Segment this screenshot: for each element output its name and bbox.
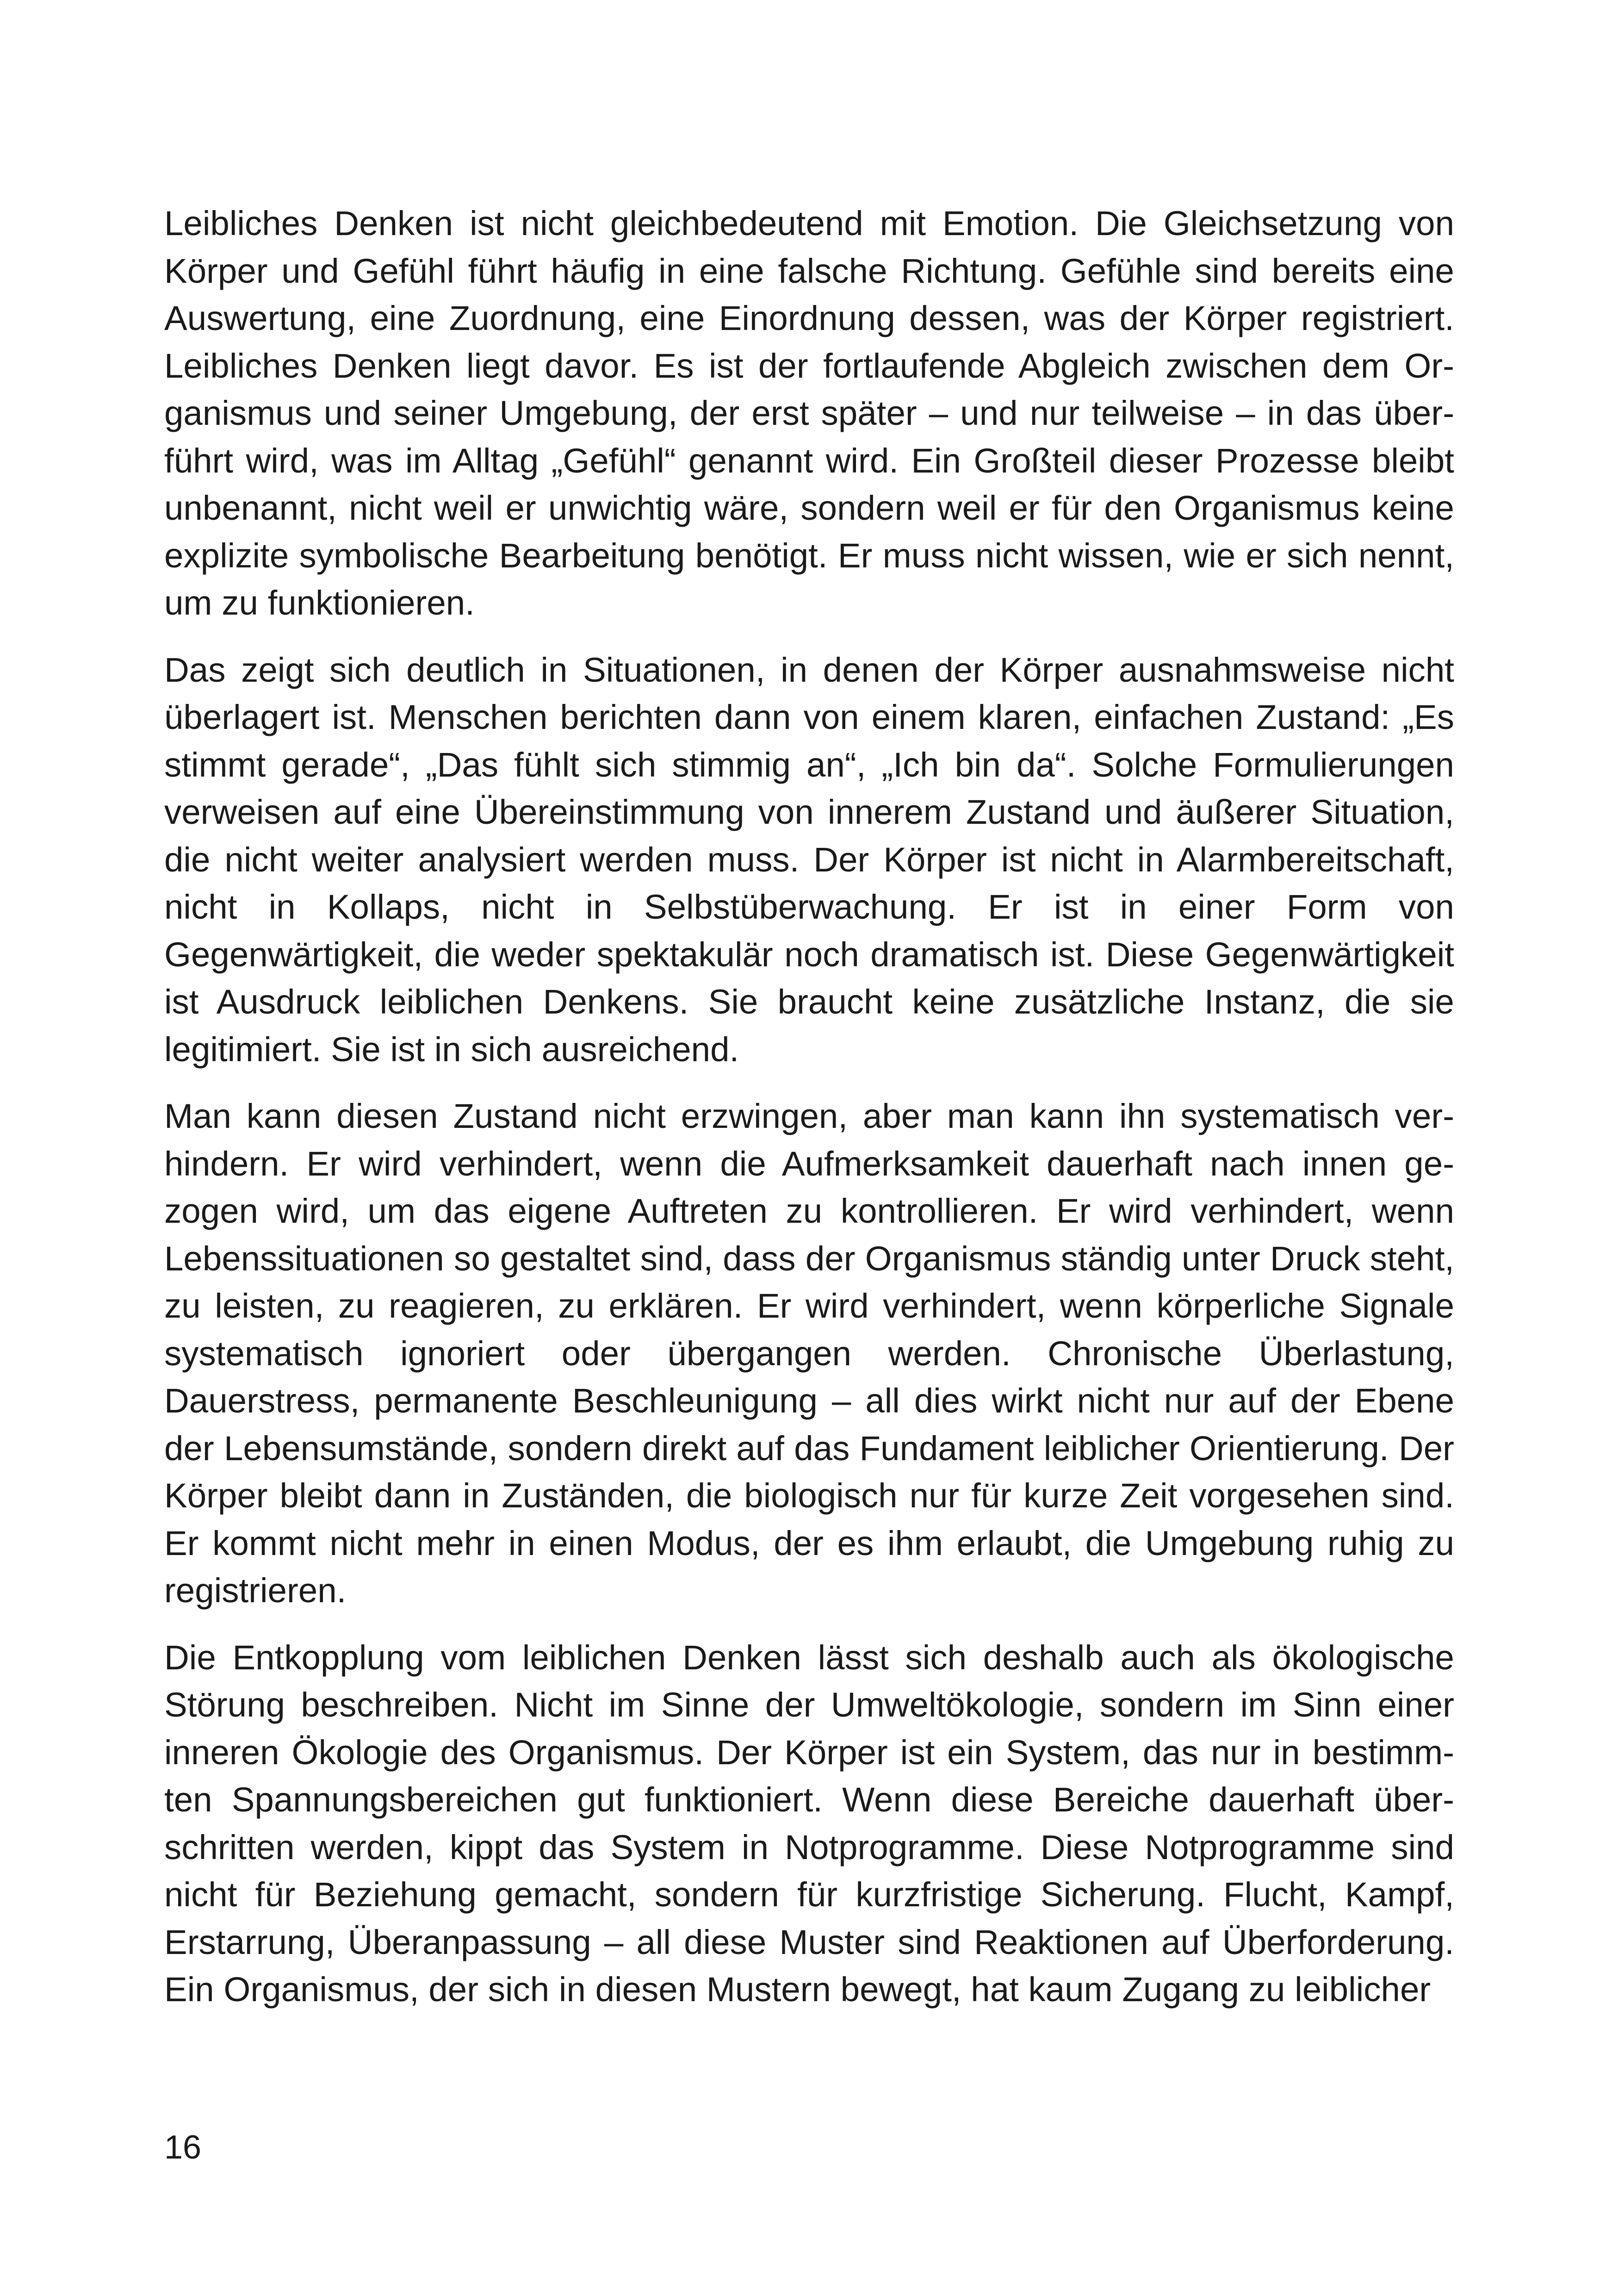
body-text — [164, 200, 1454, 2033]
paragraph-4: Die Entkopplung vom leiblichen Denken lässt sich deshalb auch als ökologische Störung beschreiben. Nicht im Sinne der Umweltökologie, sondern im Sinn einer inneren Ökologie des Organismus. Der Körper ist ein System, das nur in bestimmten Spannungsbereichen gut funktioniert. Wenn diese Bereiche dauerhaft überschritten werden, kippt das System in Notprogramme. Diese Notprogramme sind nicht für Beziehung gemacht, sondern für kurzfristige Sicherung. Flucht, Kampf, Erstarrung, Überanpassung – all diese Muster sind Reaktionen auf Überforderung. Ein Organismus, der sich in diesen Mustern bewegt, hat kaum Zugang zu leiblicher — [164, 1638, 1454, 2009]
paragraph-1: Leibliches Denken ist nicht gleichbedeutend mit Emotion. Die Gleichsetzung von Körper und Gefühl führt häufig in eine falsche Richtung. Gefühle sind bereits eine Auswertung, eine Zuordnung, eine Einordnung dessen, was der Körper registriert. Leibliches Denken liegt davor. Es ist der fortlaufende Abgleich zwischen dem Organismus und seiner Umgebung, der erst später – und nur teilweise – in das überführt wird, was im Alltag „Gefühl“ genannt wird. Ein Großteil dieser Prozesse bleibt unbenannt, nicht weil er unwichtig wäre, sondern weil er für den Organismus keine explizite symbolische Bearbeitung benötigt. Er muss nicht wissen, wie er sich nennt, um zu funktionieren. — [164, 204, 1454, 622]
paragraph-2: Das zeigt sich deutlich in Situationen, in denen der Körper ausnahmsweise nicht überlagert ist. Menschen berichten dann von einem klaren, einfachen Zustand: „Es stimmt gerade“, „Das fühlt sich stimmig an“, „Ich bin da“. Solche Formulierungen verweisen auf eine Übereinstimmung von innerem Zustand und äußerer Situation, die nicht weiter analysiert werden muss. Der Körper ist nicht in Alarmbereitschaft, nicht in Kollaps, nicht in Selbstüberwachung. Er ist in einer Form von Gegenwärtigkeit, die weder spektakulär noch dramatisch ist. Diese Gegenwärtigkeit ist Ausdruck leiblichen Denkens. Sie braucht keine zusätzliche Instanz, die sie legitimiert. Sie ist in sich ausreichend. — [164, 650, 1454, 1069]
page-number: 16 — [164, 2129, 202, 2166]
paragraph-3: Man kann diesen Zustand nicht erzwingen, aber man kann ihn systematisch verhindern. Er wird verhindert, wenn die Aufmerksamkeit dauerhaft nach innen gezogen wird, um das eigene Auftreten zu kontrollieren. Er wird verhindert, wenn Lebenssituationen so gestaltet sind, dass der Organismus ständig unter Druck steht, zu leisten, zu reagieren, zu erklären. Er wird verhindert, wenn körperliche Signale systematisch ignoriert oder übergangen werden. Chronische Überlastung, Dauerstress, permanente Beschleunigung – all dies wirkt nicht nur auf der Ebene der Lebensumstände, sondern direkt auf das Fundament leiblicher Orientierung. Der Körper bleibt dann in Zuständen, die biologisch nur für kurze Zeit vorgesehen sind. Er kommt nicht mehr in einen Modus, der es ihm erlaubt, die Umgebung ruhig zu registrieren. — [164, 1097, 1454, 1610]
